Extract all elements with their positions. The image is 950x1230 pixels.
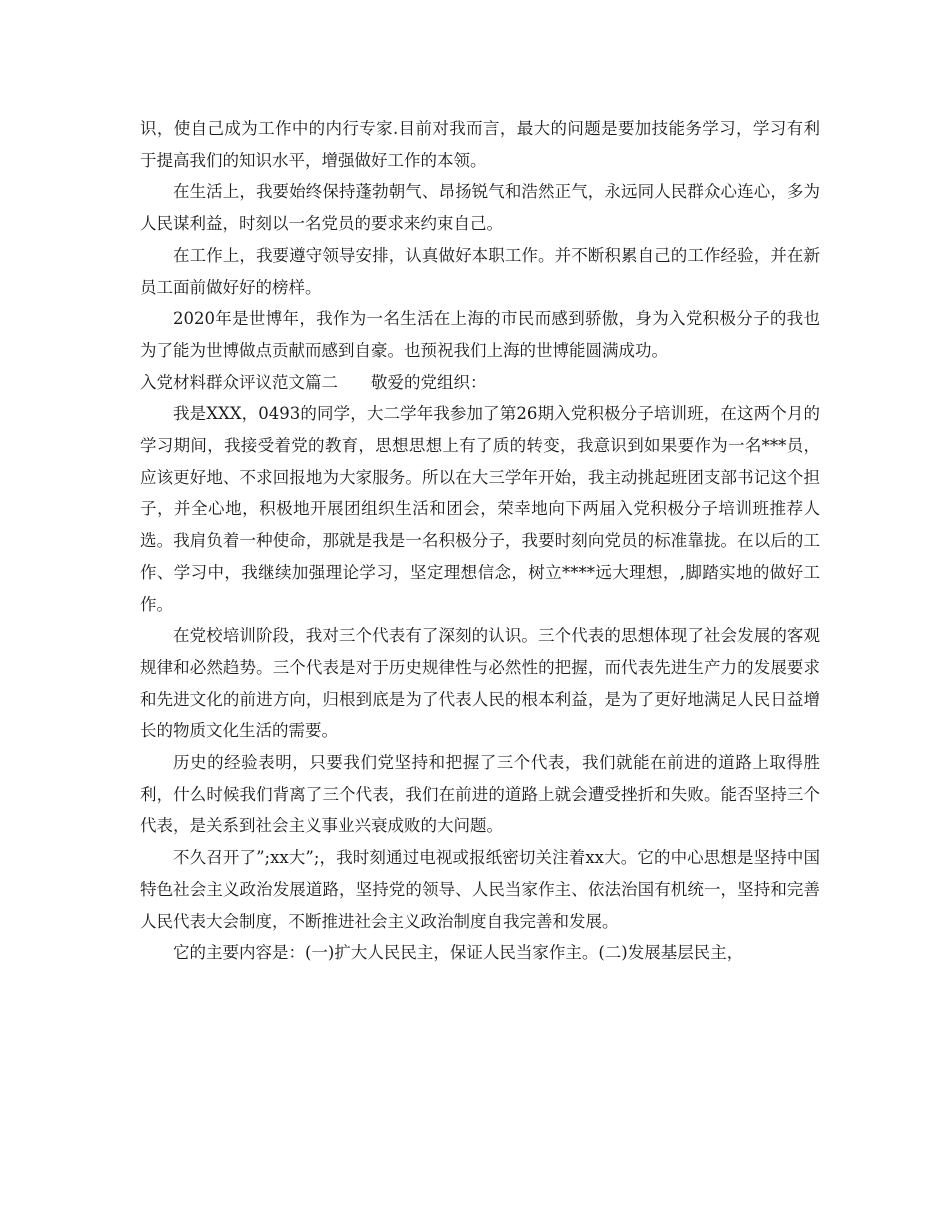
paragraph: 识，使自己成为工作中的内行专家.目前对我而言，最大的问题是要加技能务学习，学习有利于提高我们的知识水平，增强做好工作的本领。 <box>140 119 820 170</box>
section-heading: 入党材料群众评议范文篇二 敬爱的党组织： <box>140 372 487 392</box>
paragraph: 它的主要内容是：(一)扩大人民民主，保证人民当家作主。(二)发展基层民主， <box>173 943 744 963</box>
paragraph: 不久召开了”;xx大”;，我时刻通过电视或报纸密切关注着xx大。它的中心思想是坚持中国特色社会主义政治发展道路，坚持党的领导、人民当家作主、依法治国有机统一，坚持和完善人民代表大会制度，不断推进社会主义政治制度自我完善和发展。 <box>140 848 820 931</box>
paragraph: 在工作上，我要遵守领导安排，认真做好本职工作。并不断积累自己的工作经验，并在新员工面前做好好的榜样。 <box>140 245 820 297</box>
document-page <box>140 113 820 969</box>
paragraph: 我是XXX，0493的同学，大二学年我参加了第26期入党积极分子培训班，在这两个月的学习期间，我接受着党的教育，思想思想上有了质的转变，我意识到如果要作为一名***员，应该更好地、不求回报地为大家服务。所以在大三学年开始，我主动挑起班团支部书记这个担子，并全心地，积极地开展团组织生活和团会，荣幸地向下两届入党积极分子培训班推荐人选。我肩负着一种使命，那就是我是一名积极分子，我要时刻向党员的标准靠拢。在以后的工作、学习中，我继续加强理论学习，坚定理想信念，树立****远大理想，,脚踏实地的做好工作。 <box>140 404 820 614</box>
paragraph: 在党校培训阶段，我对三个代表有了深刻的认识。三个代表的思想体现了社会发展的客观规律和必然趋势。三个代表是对于历史规律性与必然性的把握，而代表先进生产力的发展要求和先进文化的前进方向，归根到底是为了代表人民的根本利益，是为了更好地满足人民日益增长的物质文化生活的需要。 <box>140 626 820 741</box>
paragraph: 2020年是世博年，我作为一名生活在上海的市民而感到骄傲，身为入党积极分子的我也为了能为世博做点贡献而感到自豪。也预祝我们上海的世博能圆满成功。 <box>140 309 820 360</box>
paragraph: 历史的经验表明，只要我们党坚持和把握了三个代表，我们就能在前进的道路上取得胜利，什么时候我们背离了三个代表，我们在前进的道路上就会遭受挫折和失败。能否坚持三个代表，是关系到社会主义事业兴衰成败的大问题。 <box>140 753 820 836</box>
paragraph: 在生活上，我要始终保持蓬勃朝气、昂扬锐气和浩然正气，永远同人民群众心连心，多为人民谋利益，时刻以一名党员的要求来约束自己。 <box>140 182 820 234</box>
